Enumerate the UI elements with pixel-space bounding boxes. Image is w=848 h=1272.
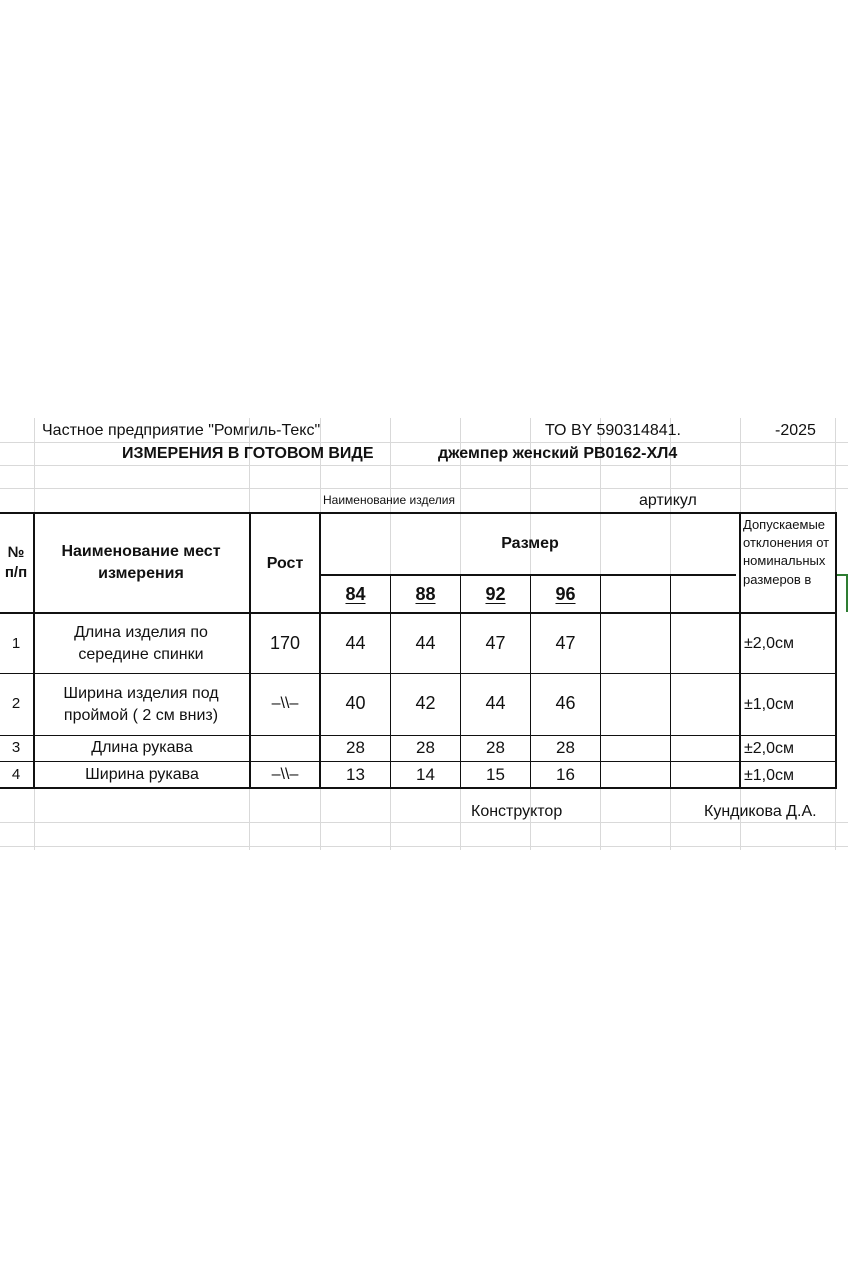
size-value: 46 [555,693,576,713]
row-number: 1 [11,635,21,652]
row-number: 2 [11,695,21,712]
product-name-label: Наименование изделия [323,493,455,507]
table-border [0,612,836,614]
row-number: 4 [11,766,21,783]
tolerance-value: ±2,0см [744,635,795,652]
size-value: 28 [416,738,435,757]
gridline [0,488,848,489]
table-border [600,574,601,789]
size-value: 28 [346,738,365,757]
gridline [0,822,848,823]
table-border [0,787,836,789]
measurement-name: Длина изделия по середине спинки [74,624,208,664]
article-label: артикул [639,492,697,509]
column-header-height: Рост [266,555,304,572]
size-value: 44 [345,633,366,653]
signer-name: Кундикова Д.А. [704,803,817,820]
table-border [0,512,836,514]
standard-number: ТО BY 590314841. [545,422,681,439]
table-border [670,574,671,789]
row-number: 3 [11,739,21,756]
size-value: 47 [555,633,576,653]
gridline [0,442,848,443]
gridline [0,465,848,466]
size-value: 14 [416,765,435,784]
measurement-name: Длина рукава [91,739,193,756]
tolerance-value: ±2,0см [744,740,795,757]
year: -2025 [775,422,816,439]
constructor-label: Конструктор [471,803,563,820]
height-value: –\\– [271,695,299,712]
size-value: 47 [485,633,506,653]
column-header-measurement-name: Наименование мест измерения [61,543,221,582]
size-value: 40 [345,693,366,713]
column-header-tolerance: Допускаемые отклонения от номинальных размеров в [743,517,830,587]
size-value: 16 [556,765,575,784]
height-value: 170 [269,633,301,653]
size-value: 28 [556,738,575,757]
document-title: ИЗМЕРЕНИЯ В ГОТОВОМ ВИДЕ [122,445,374,462]
size-value: 15 [486,765,505,784]
tolerance-value: ±1,0см [744,696,795,713]
size-header: 96 [555,584,576,604]
table-border [739,512,741,789]
spreadsheet-sheet [0,418,848,850]
column-header-number: № п/п [4,544,28,581]
measurement-name: Ширина изделия под проймой ( 2 см вниз) [63,685,219,725]
size-value: 42 [415,693,436,713]
table-border [0,673,836,674]
size-value: 44 [415,633,436,653]
size-value: 44 [485,693,506,713]
measurement-name: Ширина рукава [85,766,199,783]
table-border [33,512,35,789]
size-header: 92 [485,584,506,604]
size-header: 88 [415,584,436,604]
table-border [0,761,836,762]
table-border [0,735,836,736]
tolerance-value: ±1,0см [744,767,795,784]
size-value: 28 [486,738,505,757]
product-title: джемпер женский РВ0162-ХЛ4 [438,445,678,462]
size-value: 13 [346,765,365,784]
size-header: 84 [345,584,366,604]
company-name: Частное предприятие "Ромгиль-Текс" [42,422,321,439]
height-value: –\\– [271,766,299,783]
table-border [320,574,736,576]
gridline [0,846,848,847]
column-header-size: Размер [501,535,559,552]
